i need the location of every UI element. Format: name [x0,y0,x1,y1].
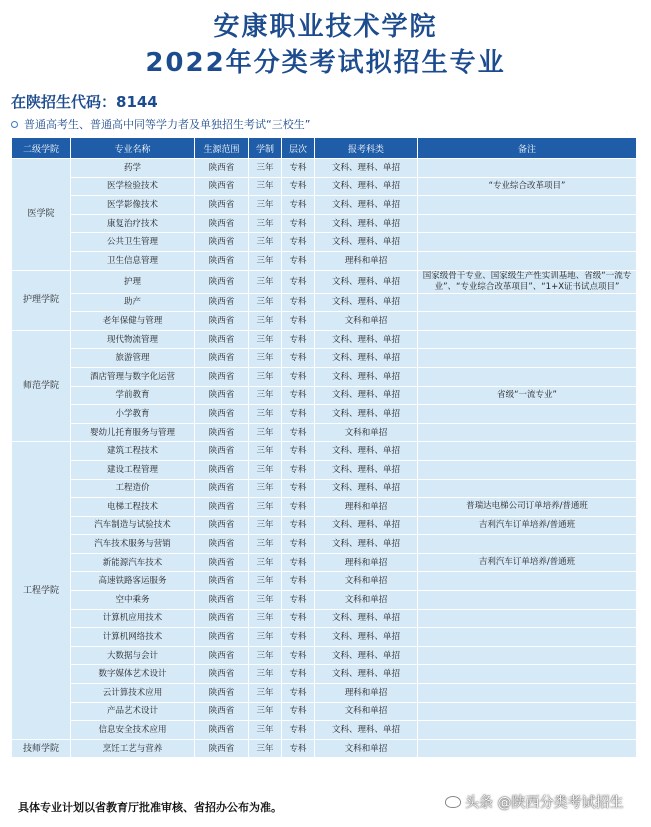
table-cell: 专科 [282,739,315,758]
table-cell: 陕西省 [195,293,249,312]
table-cell: 陕西省 [195,646,249,665]
table-cell [418,646,637,665]
table-cell: 三年 [249,312,282,331]
table-cell: 三年 [249,702,282,721]
table-cell: 文科和单招 [315,739,418,758]
column-header: 备注 [418,138,637,159]
table-cell: 文科和单招 [315,423,418,442]
table-cell: 文科、理科、单招 [315,367,418,386]
table-cell: 信息安全技术应用 [71,721,195,740]
table-cell: 专科 [282,330,315,349]
table-cell [418,214,637,233]
wechat-icon [445,796,461,808]
table-cell: 三年 [249,386,282,405]
table-cell: 医学检验技术 [71,177,195,196]
table-cell: 陕西省 [195,535,249,554]
table-cell: 国家级骨干专业、国家级生产性实训基地、省级“一流专业”、“专业综合改革项目”、“1+X证书试点项目” [418,270,637,293]
table-cell: 专科 [282,646,315,665]
table-cell: 医学影像技术 [71,196,195,215]
table-cell: 三年 [249,460,282,479]
table-cell: 三年 [249,442,282,461]
table-cell: 专科 [282,498,315,517]
table-cell: 陕西省 [195,684,249,703]
table-cell: 陕西省 [195,270,249,293]
table-row [12,628,637,647]
table-cell: 陕西省 [195,553,249,572]
table-cell: 文科、理科、单招 [315,646,418,665]
table-cell: 陕西省 [195,405,249,424]
table-cell: 数字媒体艺术设计 [71,665,195,684]
table-row [12,159,637,178]
table-cell: 三年 [249,572,282,591]
table-cell: 陕西省 [195,479,249,498]
table-cell: 陕西省 [195,312,249,331]
table-cell: 陕西省 [195,628,249,647]
table-cell: 文科、理科、单招 [315,330,418,349]
table-cell: 文科、理科、单招 [315,628,418,647]
table-cell [418,721,637,740]
table-cell: 药学 [71,159,195,178]
table-cell: 专科 [282,572,315,591]
table-cell: 文科、理科、单招 [315,479,418,498]
table-cell [418,628,637,647]
table-cell: 文科、理科、单招 [315,270,418,293]
table-cell: 专科 [282,684,315,703]
table-cell [418,330,637,349]
table-cell: 理科和单招 [315,251,418,270]
table-cell [418,665,637,684]
circle-bullet-icon [11,121,18,128]
table-cell: 三年 [249,739,282,758]
table-cell: 三年 [249,423,282,442]
table-row [12,270,637,293]
table-header-row [12,138,637,159]
table-cell: 计算机网络技术 [71,628,195,647]
table-cell: 专科 [282,251,315,270]
table-cell: 三年 [249,214,282,233]
table-cell: 专科 [282,367,315,386]
table-row [12,516,637,535]
table-cell: 陕西省 [195,386,249,405]
table-row [12,646,637,665]
table-row [12,684,637,703]
table-cell: 三年 [249,159,282,178]
column-header: 生源范围 [195,138,249,159]
table-cell: 产品艺术设计 [71,702,195,721]
table-cell: 陕西省 [195,349,249,368]
table-cell: 三年 [249,684,282,703]
table-cell [418,312,637,331]
table-row [12,479,637,498]
table-cell [418,293,637,312]
table-cell [418,702,637,721]
table-cell: 陕西省 [195,572,249,591]
table-cell [418,196,637,215]
table-cell: 文科、理科、单招 [315,293,418,312]
watermark [445,792,623,812]
table-cell: 陕西省 [195,423,249,442]
table-cell: 电梯工程技术 [71,498,195,517]
column-header: 学制 [249,138,282,159]
table-row [12,293,637,312]
table-cell: 高速铁路客运服务 [71,572,195,591]
table-row [12,386,637,405]
table-cell: 文科和单招 [315,572,418,591]
column-header: 层次 [282,138,315,159]
table-cell: 理科和单招 [315,553,418,572]
table-cell: 陕西省 [195,196,249,215]
table-cell: 省级“一流专业” [418,386,637,405]
table-cell: 专科 [282,721,315,740]
college-cell: 技师学院 [12,739,71,758]
table-cell: 助产 [71,293,195,312]
table-cell: 三年 [249,196,282,215]
table-cell: 三年 [249,330,282,349]
table-cell [418,479,637,498]
table-cell: 婴幼儿托育服务与管理 [71,423,195,442]
table-cell: 专科 [282,460,315,479]
table-cell: 陕西省 [195,460,249,479]
watermark-text: 头条 @陕西分类考试招生 [465,795,624,811]
table-cell: 文科和单招 [315,702,418,721]
table-cell [418,535,637,554]
table-cell: “专业综合改革项目” [418,177,637,196]
table-cell [418,591,637,610]
table-cell: 文科和单招 [315,591,418,610]
table-row [12,177,637,196]
table-cell: 陕西省 [195,442,249,461]
page-title-line1: 安康职业技术学院 [213,12,438,42]
table-cell: 理科和单招 [315,498,418,517]
table-cell: 陕西省 [195,214,249,233]
table-row [12,665,637,684]
college-cell: 护理学院 [12,270,71,330]
table-cell: 文科、理科、单招 [315,405,418,424]
majors-table [11,137,637,758]
table-cell: 专科 [282,177,315,196]
table-row [12,405,637,424]
table-cell: 专科 [282,553,315,572]
table-cell: 工程造价 [71,479,195,498]
table-cell: 三年 [249,498,282,517]
table-cell: 三年 [249,535,282,554]
table-cell: 文科、理科、单招 [315,386,418,405]
table-cell: 专科 [282,293,315,312]
college-cell: 师范学院 [12,330,71,442]
table-row [12,423,637,442]
table-row [12,251,637,270]
table-row [12,535,637,554]
table-row [12,367,637,386]
table-cell: 老年保健与管理 [71,312,195,331]
table-row [12,553,637,572]
table-cell: 酒店管理与数字化运营 [71,367,195,386]
table-cell: 文科和单招 [315,312,418,331]
table-cell: 三年 [249,405,282,424]
table-cell: 康复治疗技术 [71,214,195,233]
table-cell: 三年 [249,270,282,293]
table-row [12,591,637,610]
table-cell: 三年 [249,516,282,535]
table-cell: 吉利汽车订单培养/普通班 [418,553,637,572]
table-body [12,159,637,758]
table-cell: 文科、理科、单招 [315,535,418,554]
table-cell: 专科 [282,535,315,554]
table-cell: 陕西省 [195,177,249,196]
table-cell: 三年 [249,721,282,740]
table-cell: 文科、理科、单招 [315,516,418,535]
table-cell [418,159,637,178]
table-cell: 专科 [282,516,315,535]
table-row [12,572,637,591]
table-cell: 陕西省 [195,609,249,628]
table-cell: 专科 [282,349,315,368]
table-cell: 文科、理科、单招 [315,196,418,215]
table-cell: 陕西省 [195,367,249,386]
table-cell: 文科、理科、单招 [315,159,418,178]
table-cell: 专科 [282,423,315,442]
table-cell: 大数据与会计 [71,646,195,665]
table-cell: 建设工程管理 [71,460,195,479]
table-cell: 文科、理科、单招 [315,442,418,461]
table-cell: 卫生信息管理 [71,251,195,270]
table-cell: 公共卫生管理 [71,233,195,252]
enrollment-code: 在陕招生代码：8144 [11,93,158,111]
table-row [12,196,637,215]
table-cell: 三年 [249,293,282,312]
table-row [12,498,637,517]
table-cell: 文科、理科、单招 [315,177,418,196]
table-cell: 三年 [249,177,282,196]
table-cell: 建筑工程技术 [71,442,195,461]
footer-note: 具体专业计划以省教育厅批准审核、省招办公布为准。 [18,801,282,814]
table-cell: 陕西省 [195,721,249,740]
table-cell: 云计算技术应用 [71,684,195,703]
college-cell: 工程学院 [12,442,71,740]
table-cell: 三年 [249,349,282,368]
table-cell: 计算机应用技术 [71,609,195,628]
table-cell: 普瑞达电梯公司订单培养/普通班 [418,498,637,517]
table-cell [418,609,637,628]
table-cell: 专科 [282,233,315,252]
table-cell [418,460,637,479]
table-row [12,330,637,349]
table-cell: 新能源汽车技术 [71,553,195,572]
table-cell: 三年 [249,628,282,647]
table-cell: 学前教育 [71,386,195,405]
table-cell: 三年 [249,553,282,572]
table-cell: 陕西省 [195,702,249,721]
table-cell [418,442,637,461]
table-row [12,721,637,740]
table-cell: 汽车技术服务与营销 [71,535,195,554]
table-row [12,442,637,461]
column-header: 专业名称 [71,138,195,159]
table-cell: 文科、理科、单招 [315,609,418,628]
table-cell: 专科 [282,479,315,498]
page-title-line2: 2022年分类考试拟招生专业 [145,48,506,78]
table-cell: 专科 [282,312,315,331]
table-row [12,214,637,233]
table-cell: 陕西省 [195,516,249,535]
table-cell [418,572,637,591]
table-cell: 烹饪工艺与营养 [71,739,195,758]
table-row [12,312,637,331]
table-cell: 三年 [249,665,282,684]
table-cell: 陕西省 [195,665,249,684]
table-cell: 专科 [282,270,315,293]
column-header: 二级学院 [12,138,71,159]
table-cell: 陕西省 [195,498,249,517]
table-cell: 三年 [249,609,282,628]
table-cell: 三年 [249,251,282,270]
table-cell: 文科、理科、单招 [315,214,418,233]
table-cell: 陕西省 [195,330,249,349]
table-cell: 三年 [249,591,282,610]
table-row [12,609,637,628]
table-cell [418,349,637,368]
table-row [12,739,637,758]
table-cell: 陕西省 [195,251,249,270]
table-cell: 专科 [282,665,315,684]
applicants-text: 普通高考生、普通高中同等学力者及单独招生考试“三校生” [24,118,311,131]
table-cell: 旅游管理 [71,349,195,368]
table-cell: 文科、理科、单招 [315,460,418,479]
table-cell [418,233,637,252]
table-cell: 陕西省 [195,591,249,610]
table-cell: 文科、理科、单招 [315,665,418,684]
college-cell: 医学院 [12,159,71,271]
table-cell: 文科、理科、单招 [315,233,418,252]
table-cell: 吉利汽车订单培养/普通班 [418,516,637,535]
table-cell: 三年 [249,367,282,386]
table-cell [418,423,637,442]
table-cell: 文科、理科、单招 [315,721,418,740]
table-cell: 专科 [282,591,315,610]
table-cell: 专科 [282,159,315,178]
table-cell: 三年 [249,646,282,665]
table-cell: 陕西省 [195,159,249,178]
table-cell: 专科 [282,196,315,215]
table-cell: 专科 [282,609,315,628]
table-cell: 护理 [71,270,195,293]
table-cell: 专科 [282,442,315,461]
table-cell: 三年 [249,479,282,498]
applicants-line [11,116,310,132]
table-row [12,349,637,368]
table-cell: 陕西省 [195,233,249,252]
table-cell [418,367,637,386]
table-cell: 现代物流管理 [71,330,195,349]
table-cell: 文科、理科、单招 [315,349,418,368]
table-cell: 空中乘务 [71,591,195,610]
table-cell [418,684,637,703]
table-cell [418,739,637,758]
table-cell: 小学教育 [71,405,195,424]
table-cell [418,405,637,424]
table-cell: 三年 [249,233,282,252]
table-row [12,460,637,479]
table-cell: 专科 [282,405,315,424]
table-row [12,233,637,252]
column-header: 报考科类 [315,138,418,159]
table-cell: 专科 [282,214,315,233]
table-row [12,702,637,721]
table-cell: 专科 [282,386,315,405]
table-cell: 汽车制造与试验技术 [71,516,195,535]
table-cell: 专科 [282,702,315,721]
table-cell: 专科 [282,628,315,647]
table-cell: 陕西省 [195,739,249,758]
table-cell: 理科和单招 [315,684,418,703]
table-cell [418,251,637,270]
